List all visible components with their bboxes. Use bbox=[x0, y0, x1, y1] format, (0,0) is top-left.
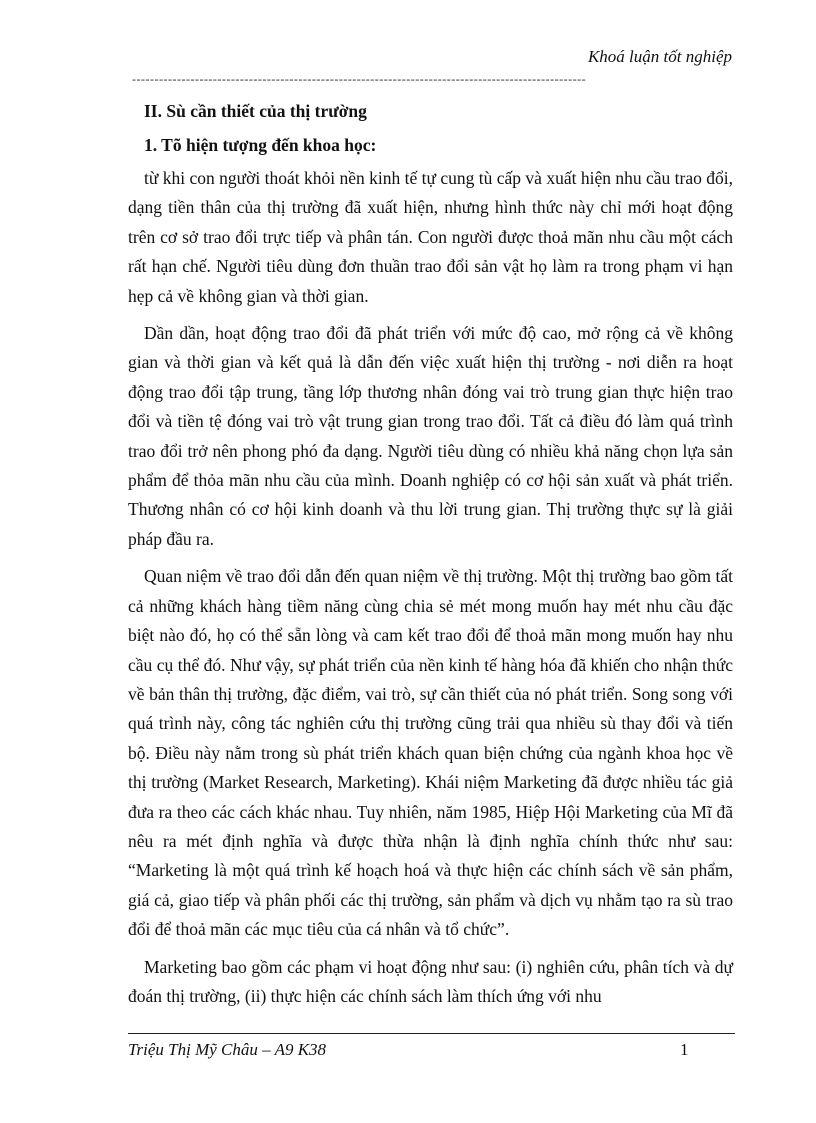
header-dashed-rule: ----------------------------------------------------------------------------------------------------- bbox=[132, 72, 587, 86]
paragraph-3: Quan niệm về trao đổi dẫn đến quan niệm về thị trường. Một thị trường bao gồm tất cả những khách hàng tiềm năng cùng chia sẻ mét mong muốn hay mét nhu cầu đặc biệt nào đó, họ có thể sẵn lòng và cam kết trao đổi để thoả mãn mong muốn hay nhu cầu cụ thể đó. Như vậy, sự phát triển của nền kinh tế hàng hóa đã khiến cho nhận thức về bản thân thị trường, đặc điểm, vai trò, sự cần thiết của nó phát triển. Song song với quá trình này, công tác nghiên cứu thị trường cũng trải qua nhiều sù thay đổi và tiến bộ. Điều này nằm trong sù phát triển khách quan biện chứng của ngành khoa học về thị trường (Market Research, Marketing). Khái niệm Marketing đã được nhiều tác giả đưa ra theo các cách khác nhau. Tuy nhiên, năm 1985, Hiệp Hội Marketing của Mĩ đã nêu ra mét định nghĩa và được thừa nhận là định nghĩa chính thức như sau: “Marketing là một quá trình kế hoạch hoá và thực hiện các chính sách về sản phẩm, giá cả, giao tiếp và phân phối các thị trường, sản phẩm và dịch vụ nhằm tạo ra sù trao đổi để thoả mãn các mục tiêu của cá nhân và tổ chức”. bbox=[128, 566, 733, 940]
paragraph-1: từ khi con người thoát khỏi nền kinh tế tự cung tù cấp và xuất hiện nhu cầu trao đổi, dạng tiền thân của thị trường đã xuất hiện, nhưng hình thức này chỉ mới hoạt động trên cơ sở trao đổi trực tiếp và phân tán. Con người được thoả mãn nhu cầu một cách rất hạn chế. Người tiêu dùng đơn thuần trao đổi sản vật họ làm ra trong phạm vi hạn hẹp cả về không gian và thời gian. bbox=[128, 168, 733, 306]
page-number: 1 bbox=[680, 1040, 689, 1059]
paragraph-2: Dần dần, hoạt động trao đổi đã phát triển với mức độ cao, mở rộng cả về không gian và thời gian và kết quả là dẫn đến việc xuất hiện thị trường - nơi diễn ra hoạt động trao đổi tập trung, tầng lớp thương nhân đóng vai trò trung gian thực hiện trao đổi và tiền tệ đóng vai trò vật trung gian trong trao đổi. Tất cả điều đó làm quá trình trao đổi trở nên phong phó đa dạng. Người tiêu dùng có nhiều khả năng chọn lựa sản phẩm để thỏa mãn nhu cầu của mình. Doanh nghiệp có cơ hội sản xuất và phát triển. Thương nhân có cơ hội kinh doanh và thu lời trung gian. Thị trường thực sự là giải pháp đầu ra. bbox=[128, 323, 733, 549]
document-body bbox=[128, 96, 733, 1019]
paragraph-4: Marketing bao gồm các phạm vi hoạt động như sau: (i) nghiên cứu, phân tích và dự đoán thị trường, (ii) thực hiện các chính sách làm thích ứng với nhu bbox=[128, 956, 733, 1006]
footer-author: Triệu Thị Mỹ Châu – A9 K38 bbox=[128, 1040, 327, 1059]
subsection-heading: 1. Tõ hiện tượng đến khoa học: bbox=[144, 135, 377, 155]
footer-rule bbox=[128, 1033, 735, 1034]
header-title: Khoá luận tốt nghiệp bbox=[587, 47, 732, 66]
section-heading: II. Sù cần thiết của thị trường bbox=[144, 101, 367, 121]
